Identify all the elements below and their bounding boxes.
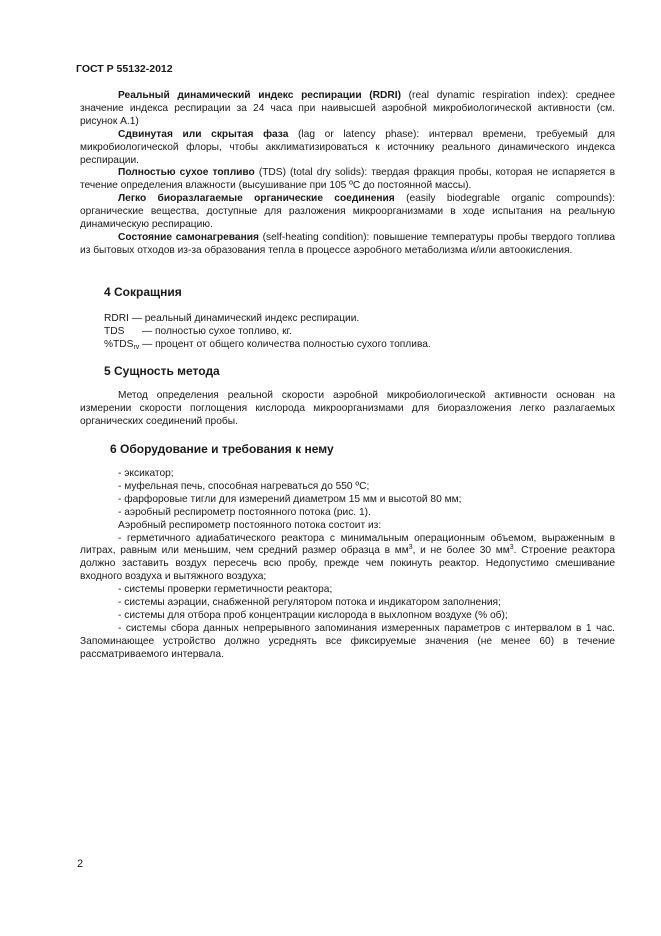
method-essence-paragraph: Метод определения реальной скорости аэробной микробиологической активности основан на измерении скорости поглощения кислорода микроорганизмами для биоразложения легко разлагаемых органических соединений пробы. <box>80 390 615 427</box>
abbreviation-item <box>104 326 604 339</box>
abbreviations-list <box>104 313 604 352</box>
section-6-heading: 6 Оборудование и требования к нему <box>110 442 334 456</box>
definition-term: Легко биоразлагаемые органические соединения <box>118 193 395 205</box>
definition-rdri <box>80 90 615 129</box>
system-item: - системы проверки герметичности реактора; <box>118 584 333 596</box>
section-5-heading: 5 Сущность метода <box>104 364 220 378</box>
definition-biodegradable <box>80 193 615 232</box>
definition-tds <box>80 167 615 193</box>
definition-text: (real dynamic respiration index): среднее значение индекса респирации за 24 часа при наивысшей аэробной микробиологической активности (см. рисунок А.1) <box>80 90 615 127</box>
abbreviation-term: RDRI <box>104 313 129 324</box>
respirometer-intro: Аэробный респирометр постоянного потока состоит из: <box>118 519 382 531</box>
definition-term: Состояние самонагревания <box>118 231 259 243</box>
definition-term: Полностью сухое топливо <box>118 167 255 179</box>
definition-text: (easily biodegrable organic compounds): органические вещества, доступные для разложения микроорганизмами в ходе испытания на реальную динамическую респирацию. <box>80 193 616 231</box>
definition-self-heating <box>80 232 615 258</box>
unit-exponent: 3 <box>408 544 413 552</box>
definition-lag-phase <box>80 129 615 168</box>
definition-text: (TDS) (total dry solids): твердая фракция пробы, которая не испаряется в течение определения влажности (высушивание при 105 ºС до постоянной массы). <box>80 167 616 192</box>
reactor-text-part: - герметичного адиабатического реактора с минимальным операционным объемом, выраженным в литрах, равным или меньшим, чем средний размер образца в мм <box>80 532 615 557</box>
system-item: - системы аэрации, снабженной регулятором потока и индикатором заполнения; <box>118 597 501 609</box>
section-5-body <box>80 390 615 429</box>
abbreviation-item <box>104 313 604 326</box>
page-number: 2 <box>77 858 84 870</box>
abbreviation-text: — процент от общего количества полностью сухого топлива. <box>139 338 431 350</box>
abbreviation-term: TDS <box>104 325 125 337</box>
equipment-item: - эксикатор; <box>118 468 174 479</box>
reactor-text-part: , и не более 30 мм <box>412 545 510 557</box>
equipment-item: - муфельная печь, способная нагреваться до 550 ºС; <box>118 480 370 492</box>
abbreviation-item <box>104 339 604 352</box>
abbreviation-term-base: %TDS <box>104 338 134 350</box>
system-item: - системы для отбора проб концентрации кислорода в выхлопном воздухе (% об); <box>118 609 508 621</box>
reactor-text-part: . Строение реактора должно заставить воздух пересечь всю пробу, прежде чем покинуть реактор. Недопустимо смешивание входного воздуха и вытяжного воздуха; <box>80 545 615 583</box>
abbreviation-subscript: rv <box>133 343 140 351</box>
equipment-item: - фарфоровые тигли для измерений диаметром 15 мм и высотой 80 мм; <box>118 493 462 505</box>
section-6-body <box>80 468 615 662</box>
section-4-heading: 4 Сокращния <box>104 285 182 299</box>
abbreviation-term <box>104 339 139 352</box>
unit-exponent: 3 <box>509 544 514 552</box>
equipment-item: - аэробный респирометр постоянного потока (рис. 1). <box>118 506 371 518</box>
definitions-block <box>80 90 615 258</box>
definition-text: (self-heating condition): повышение температуры пробы твердого топлива из бытовых отходов из-за образования тепла в процессе аэробного метаболизма и/или автоокисления. <box>80 231 615 256</box>
system-item: - системы сбора данных непрерывного запоминания измеренных параметров с интервалом в 1 час. Запоминающее устройство должно усреднять все фиксируемые значения (не менее 60) в течение рассматриваемого интервала. <box>80 622 615 660</box>
definition-term: Реальный динамический индекс респирации (RDRI) <box>118 90 401 101</box>
reactor-description <box>80 533 615 585</box>
abbreviation-text: — полностью сухое топливо, кг. <box>142 325 292 337</box>
abbreviation-text: — реальный динамический индекс респирации. <box>128 313 360 324</box>
standard-code-header: ГОСТ Р 55132-2012 <box>76 63 173 75</box>
definition-text: (lag or latency phase): интервал времени, требуемый для микробиологической флоры, чтобы акклиматизироваться к источнику реального динамического индекса респирации. <box>80 128 615 166</box>
definition-term: Сдвинутая или скрытая фаза <box>118 128 289 140</box>
